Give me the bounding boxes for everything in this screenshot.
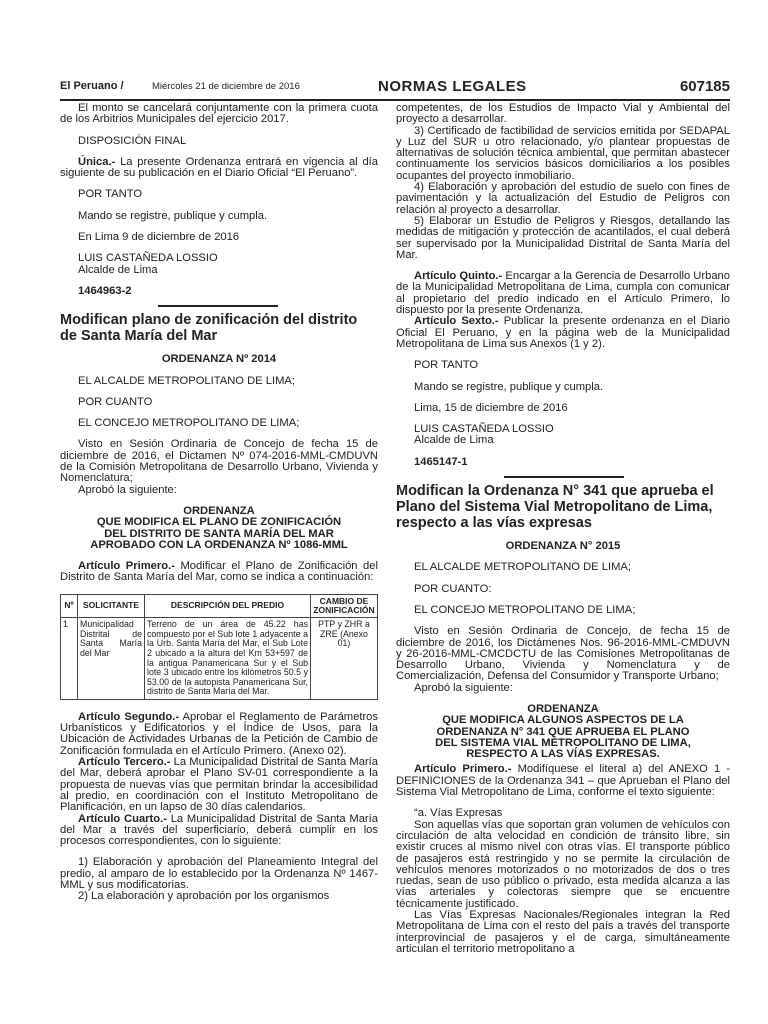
- zoning-table: [60, 594, 378, 700]
- place-date: En Lima 9 de diciembre de 2016: [78, 231, 240, 244]
- list-item: 2) La elaboración y aprobación por los organismos: [78, 890, 330, 903]
- article-label: Artículo Cuarto.-: [78, 812, 167, 825]
- signatory-name: LUIS CASTAÑEDA LOSSIO: [414, 423, 554, 436]
- paragraph: EL CONCEJO METROPOLITANO DE LIMA;: [414, 603, 636, 616]
- mando: Mando se registre, publique y cumpla.: [414, 380, 604, 393]
- ordinance-heading-line: DEL DISTRITO DE SANTA MARÍA DEL MAR: [104, 527, 334, 540]
- page-number: 607185: [679, 78, 730, 95]
- article-label: Artículo Primero.-: [78, 560, 175, 573]
- list-item: 4) Elaboración y aprobación del estudio de suelo con fines de pavimentación y la actualización del Estudio de Peligros con relación al proyecto a desarrollar.: [396, 181, 730, 216]
- article-title: Modifican la Ordenanza N° 341 que aprueba el Plano del Sistema Vial Metropolitano de Lima, respecto a las vías expresas: [396, 483, 714, 532]
- col-header-no: Nº: [61, 594, 78, 617]
- article-label: Artículo Primero.-: [414, 763, 512, 776]
- list-item: 1) Elaboración y aprobación del Planeamiento Integral del predio, al amparo de lo establecido por la Ordenanza Nº 1467-MML y sus modificatorias.: [60, 856, 378, 892]
- paragraph: EL ALCALDE METROPOLITANO DE LIMA;: [414, 561, 631, 574]
- ordinance-heading-line: ORDENANZA: [183, 504, 255, 517]
- paragraph: Visto en Sesión Ordinaria de Concejo de fecha 15 de diciembre de 2016, el Dictamen Nº 074-2016-MML-CMDUVN de la Comisión Metropolitana de Desarrollo Urbano, Vivienda y Nomenclatura;: [60, 438, 378, 485]
- paragraph: El monto se cancelará conjuntamente con la primera cuota de los Arbitrios Municipales del ejercicio 2017.: [60, 102, 378, 126]
- paragraph: [396, 764, 730, 798]
- ordinance-heading-line: QUE MODIFICA EL PLANO DE ZONIFICACIÓN: [96, 516, 342, 529]
- paragraph: competentes, de los Estudios de Impacto Vial y Ambiental del proyecto a desarrollar.: [396, 102, 730, 126]
- ordinance-heading-line: APROBADO CON LA ORDENANZA Nº 1086-MML: [90, 538, 348, 551]
- separator-rule: [504, 476, 624, 478]
- ordinance-heading-line: ORDENANZA N° 341 QUE APRUEBA EL PLANO: [436, 725, 690, 738]
- table-row: [61, 618, 378, 700]
- paragraph: Aprobó la siguiente:: [78, 483, 177, 496]
- ordinance-heading-line: DEL SISTEMA VIAL METROPOLITANO DE LIMA,: [435, 736, 691, 749]
- article-label: Artículo Quinto.-: [414, 270, 503, 283]
- article-title: Modifican plano de zonificación del distrito de Santa María del Mar: [60, 312, 358, 345]
- article-text: La Municipalidad Distrital de Santa María del Mar, deberá aprobar el Plano SV-01 correspondiente a la propuesta de nuevas vías que permitan brindar la accesibilidad al predio, en coordinación con el Instituto Metropolitano de Planificación, en un lapso de 30 días calendarios.: [60, 756, 379, 814]
- paragraph: Las Vías Expresas Nacionales/Regionales integran la Red Metropolitana de Lima con el resto del país a través del transporte interprovincial de pasajeros y el de carga, simultáneamente articulan el territorio metropolitano a: [396, 909, 730, 955]
- ordinance-heading-line: RESPECTO A LAS VÍAS EXPRESAS.: [466, 748, 660, 761]
- newspaper-brand: El Peruano /: [60, 80, 124, 92]
- por-tanto: POR TANTO: [78, 188, 143, 201]
- paragraph: POR CUANTO: [78, 395, 153, 408]
- article-label: Artículo Segundo.-: [78, 710, 180, 723]
- article-text: Modifíquese el literal a) del ANEXO 1 - DEFINICIONES de la Ordenanza 341 – que Aprueban el Plano del Sistema Vial Metropolitano de Lima, conforme el texto siguiente:: [396, 763, 730, 799]
- paragraph: Visto en Sesión Ordinaria de Concejo, de fecha 15 de diciembre de 2016, los Dictámenes Nos. 96-2016-MML-CMDUVN y 26-2016-MML-CMCDCTU de las Comisiones Metropolitanas de Desarrollo Urbano, Vivienda y Nomenclatura y de Comercialización, Defensa del Consumidor y Transporte Urbano;: [396, 625, 730, 683]
- article-text: Publicar la presente ordenanza en el Diario Oficial El Peruano, y en la página web de la Municipalidad Metropolitana de Lima sus Anexos (1 y 2).: [396, 315, 731, 350]
- ordinance-heading-line: ORDENANZA: [527, 702, 599, 715]
- paragraph: [396, 271, 730, 316]
- left-column: [60, 103, 378, 903]
- paragraph: EL ALCALDE METROPOLITANO DE LIMA;: [78, 374, 295, 387]
- article-text: La Municipalidad Distrital de Santa María del Mar a través del superficiario, deberá cumplir en los procesos correspondientes, con lo siguiente:: [60, 812, 378, 848]
- por-tanto: POR TANTO: [414, 359, 479, 372]
- header-rule: [60, 99, 730, 101]
- paragraph: [396, 316, 730, 350]
- ordinance-number: ORDENANZA N° 2015: [505, 540, 621, 553]
- paragraph: [60, 157, 378, 180]
- page-header: [60, 78, 730, 98]
- signatory-title: Alcalde de Lima: [414, 434, 494, 447]
- article-text: La presente Ordenanza entrará en vigencia al día siguiente de su publicación en el Diario Oficial “El Peruano”.: [60, 155, 378, 180]
- signatory-name: LUIS CASTAÑEDA LOSSIO: [78, 252, 218, 265]
- ordinance-heading-line: QUE MODIFICA ALGUNOS ASPECTOS DE LA: [442, 714, 684, 727]
- col-header-descripcion: DESCRIPCIÓN DEL PREDIO: [145, 594, 311, 617]
- ordinance-heading: [60, 506, 378, 551]
- document-code: 1465147-1: [414, 455, 468, 468]
- paragraph: POR CUANTO:: [414, 582, 492, 595]
- col-header-solicitante: SOLICITANTE: [78, 594, 145, 617]
- article-text: Encargar a la Gerencia de Desarrollo Urbano de la Municipalidad Metropolitana de Lima, cumpla con comunicar al propietario del predio indicado en el Artículo Primero, lo dispuesto por la presente Ordenanza.: [396, 270, 730, 317]
- header-section: NORMAS LEGALES: [378, 78, 527, 95]
- paragraph: [60, 712, 378, 757]
- ordinance-heading: [396, 704, 730, 760]
- cell-descripcion: Terreno de un área de 45.22 has compuesto por el Sub lote 1 adyacente a la Urb. Santa María del Mar, el Sub Lote 2 ubicado a la altura del Km 53+597 de la antigua Panamericana Sur y el Sub lote 3 ubicado entre los kilómetros 50.5 y 53.00 de la autopista Panamericana Sur, distrito de Santa María del Mar.: [145, 618, 311, 700]
- signatory-title: Alcalde de Lima: [78, 263, 158, 276]
- article-label: Artículo Tercero.-: [78, 756, 171, 769]
- paragraph: EL CONCEJO METROPOLITANO DE LIMA;: [78, 417, 300, 430]
- article-text: Aprobar el Reglamento de Parámetros Urbanísticos y Edificatorios y el Índice de Usos, para la Ubicación de Actividades Urbanas de la Petición de Cambio de Zonificación formulada en el Artículo Primero. (Anexo 02).: [60, 710, 378, 757]
- list-item: 5) Elaborar un Estudio de Peligros y Riesgos, detallando las medidas de mitigación y protección de acantilados, el cual deberá ser supervisado por la Municipalidad Distrital de Santa María del Mar.: [396, 214, 730, 261]
- paragraph: [60, 561, 378, 584]
- quote-heading: “a. Vías Expresas: [414, 807, 503, 820]
- ordinance-number: ORDENANZA Nº 2014: [161, 353, 277, 366]
- paragraph: [60, 814, 378, 848]
- section-heading: DISPOSICIÓN FINAL: [78, 134, 187, 147]
- mando: Mando se registre, publique y cumpla.: [78, 209, 268, 222]
- paragraph: Son aquellas vías que soportan gran volumen de vehículos con circulación de alta velocidad en condición de tránsito libre, sin existir cruces al mismo nivel con otras vías. El transporte público de pasajeros está restringido y no se permite la circulación de vehículos menores motorizados o no motorizados de dos o tres ruedas, sean de uso público o privado, esta medida alcanza a las vías arteriales y colectoras siempre que se encuentre técnicamente justificado.: [396, 818, 730, 910]
- list-item: 3) Certificado de factibilidad de servicios emitida por SEDAPAL y Luz del SUR u otro relacionado, y/o plantear propuestas de alternativas de solución técnica ambiental, que permitan abastecer continuamente los servicios básicos domiciliarios a los posibles ocupantes del proyecto inmobiliario.: [396, 124, 730, 182]
- cell-solicitante: Municipalidad Distrital de Santa María del Mar: [78, 618, 145, 700]
- separator-rule: [158, 305, 278, 307]
- article-label: Única.-: [78, 155, 116, 168]
- place-date: Lima, 15 de diciembre de 2016: [414, 401, 568, 414]
- article-text: Modificar el Plano de Zonificación del Distrito de Santa María del Mar, como se indica a continuación:: [60, 560, 378, 584]
- paragraph: [60, 757, 378, 813]
- cell-cambio: PTP y ZHR a ZRE (Anexo 01): [311, 618, 378, 700]
- right-column: [396, 103, 730, 955]
- article-label: Artículo Sexto.-: [414, 315, 499, 328]
- header-date: Miércoles 21 de diciembre de 2016: [152, 81, 300, 92]
- col-header-cambio: CAMBIO DE ZONIFICACIÓN: [311, 594, 378, 617]
- document-code: 1464963-2: [78, 284, 132, 297]
- cell-no: 1: [61, 618, 78, 700]
- paragraph: Aprobó la siguiente:: [414, 681, 513, 694]
